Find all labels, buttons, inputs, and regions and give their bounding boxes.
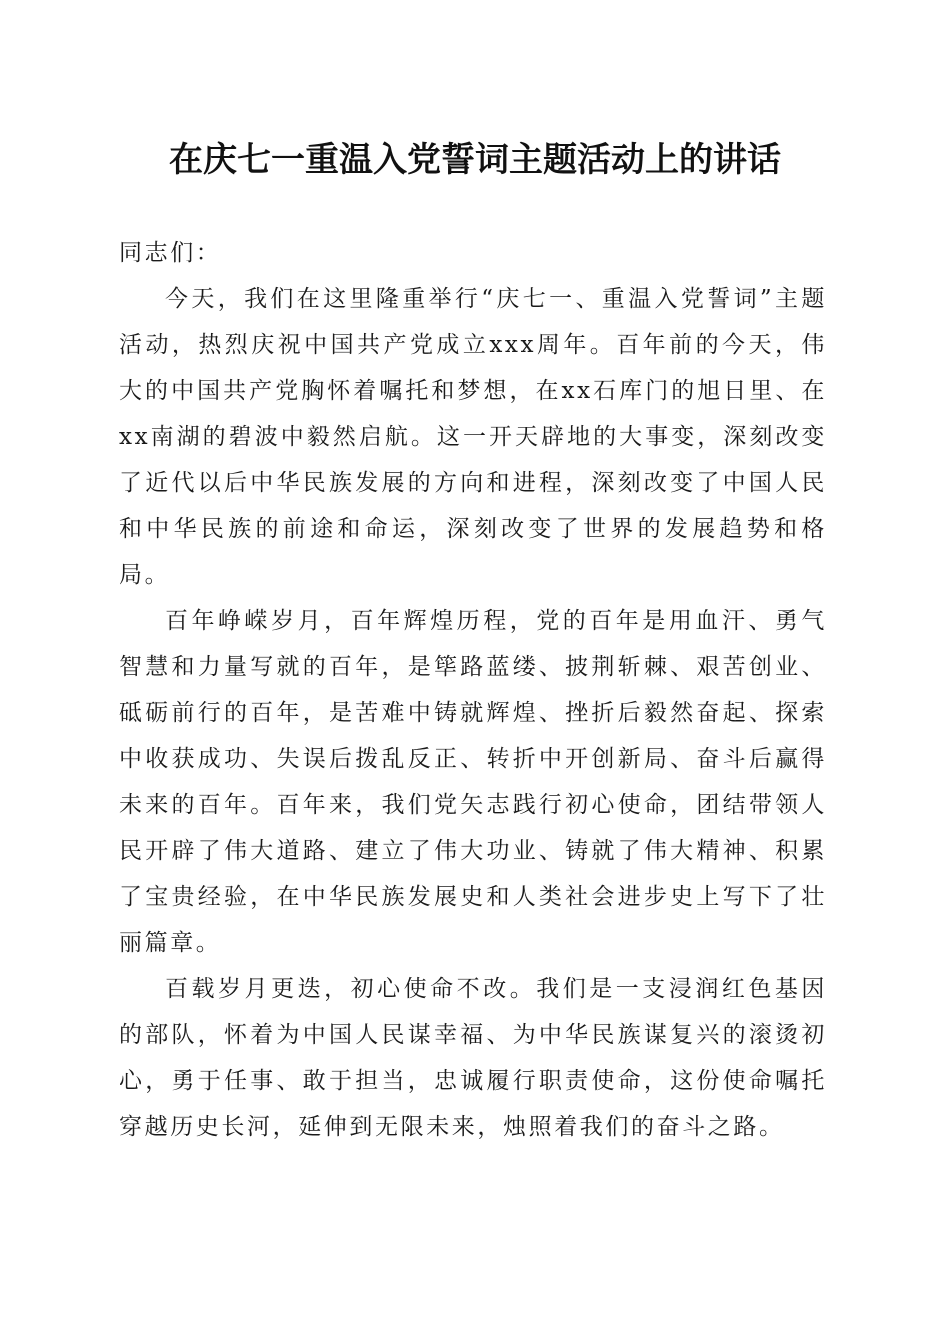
document-title: 在庆七一重温入党誓词主题活动上的讲话	[169, 140, 781, 180]
paragraph-2: 百年峥嵘岁月，百年辉煌历程，党的百年是用血汗、勇气智慧和力量写就的百年，是筚路蓝缕、披荆斩棘、艰苦创业、砥砺前行的百年，是苦难中铸就辉煌、挫折后毅然奋起、探索中收获成功、失误后拨乱反正、转折中开创新局、奋斗后赢得未来的百年。百年来，我们党矢志践行初心使命，团结带领人民开辟了伟大道路、建立了伟大功业、铸就了伟大精神、积累了宝贵经验，在中华民族发展史和人类社会进步史上写下了壮丽篇章。	[119, 608, 827, 956]
paragraph-3: 百载岁月更迭，初心使命不改。我们是一支浸润红色基因的部队，怀着为中国人民谋幸福、为中华民族谋复兴的滚烫初心，勇于任事、敢于担当，忠诚履行职责使命，这份使命嘱托穿越历史长河，延伸到无限未来，烛照着我们的奋斗之路。	[119, 976, 827, 1140]
salutation: 同志们：	[119, 240, 222, 266]
document-body	[119, 230, 827, 1150]
paragraph-1: 今天，我们在这里隆重举行“庆七一、重温入党誓词”主题活动，热烈庆祝中国共产党成立xxx周年。百年前的今天，伟大的中国共产党胸怀着嘱托和梦想，在xx石库门的旭日里、在xx南湖的碧波中毅然启航。这一开天辟地的大事变，深刻改变了近代以后中华民族发展的方向和进程，深刻改变了中国人民和中华民族的前途和命运，深刻改变了世界的发展趋势和格局。	[119, 286, 827, 588]
